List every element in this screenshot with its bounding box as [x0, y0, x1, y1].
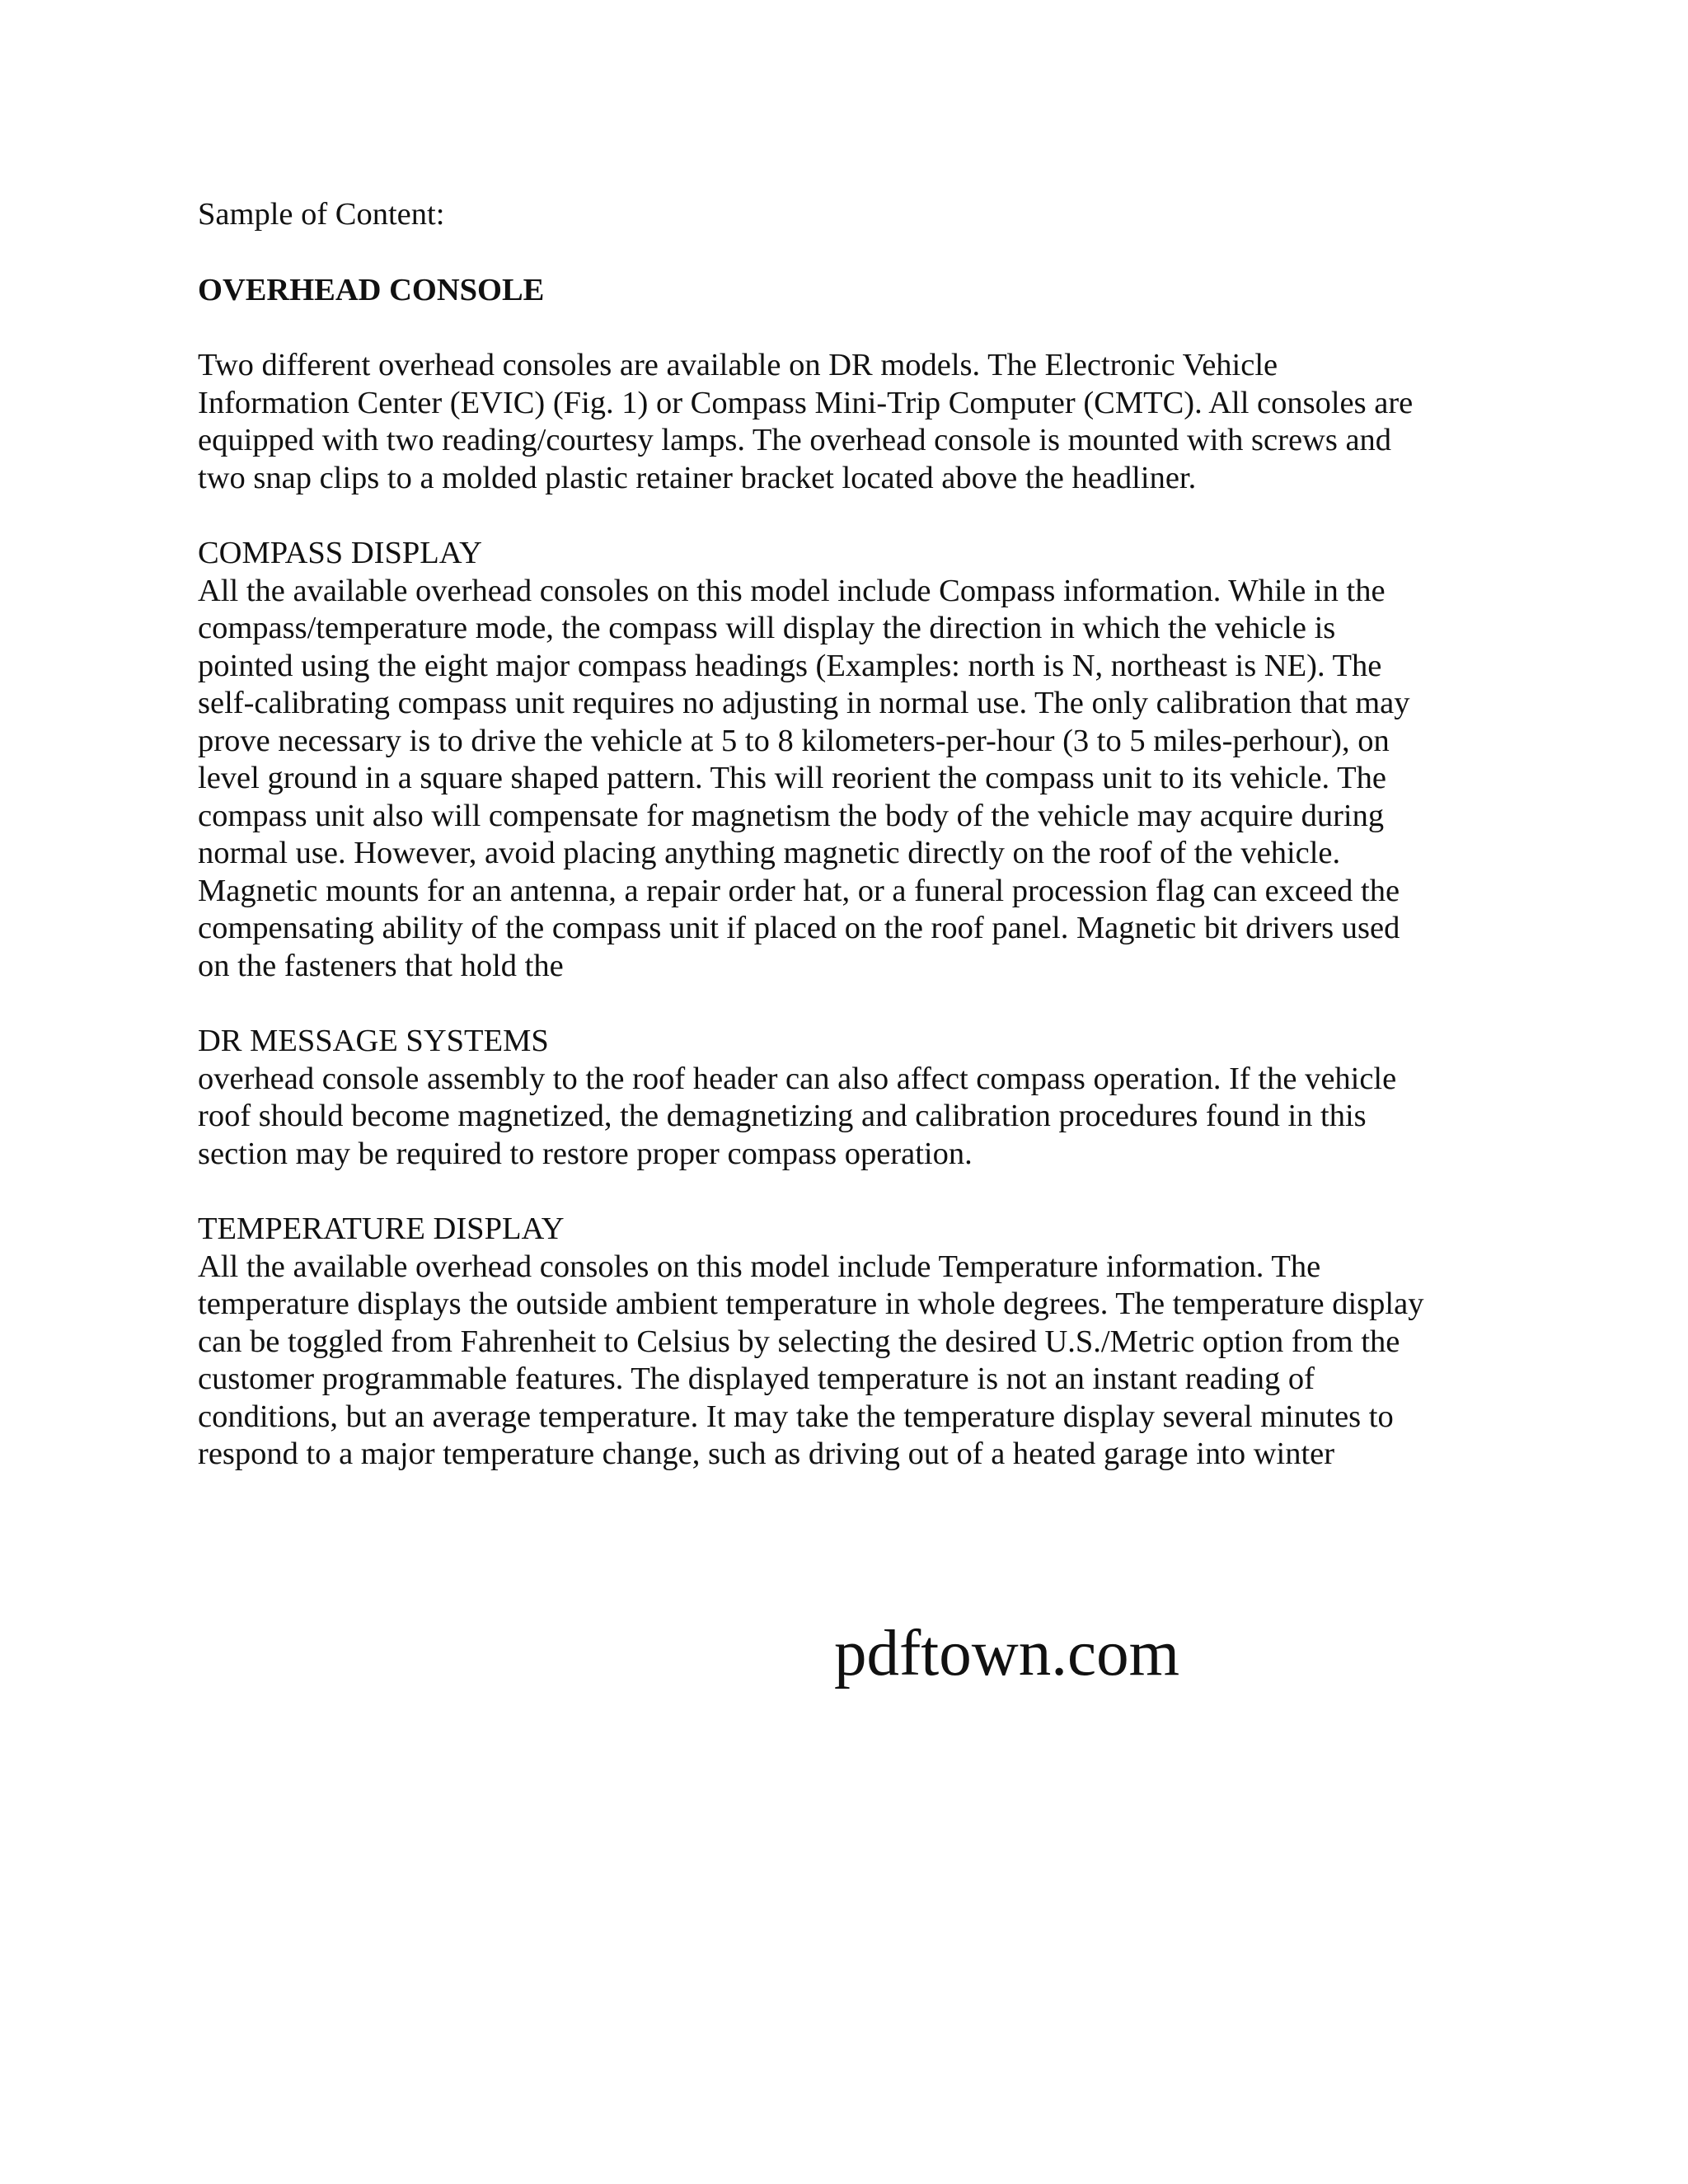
paragraph-line: can be toggled from Fahrenheit to Celsius by selecting the desired U.S./Metric option from the — [198, 1324, 1400, 1359]
paragraph-line: conditions, but an average temperature. It may take the temperature display several minutes to — [198, 1399, 1394, 1434]
paragraph-line: customer programmable features. The displayed temperature is not an instant reading of — [198, 1361, 1315, 1396]
section-heading: DR MESSAGE SYSTEMS — [198, 1024, 549, 1058]
paragraph-line: self-calibrating compass unit requires no adjusting in normal use. The only calibration that may — [198, 686, 1410, 720]
paragraph-line: normal use. However, avoid placing anything magnetic directly on the roof of the vehicle. — [198, 836, 1341, 870]
watermark-text: pdftown.com — [834, 1618, 1180, 1690]
dr-message-systems-section — [198, 1023, 1517, 1173]
paragraph-line: overhead console assembly to the roof header can also affect compass operation. If the vehicle — [198, 1061, 1397, 1096]
paragraph-line: respond to a major temperature change, such as driving out of a heated garage into winter — [198, 1436, 1335, 1471]
intro-label: Sample of Content: — [198, 197, 445, 232]
compass-display-section — [198, 535, 1517, 985]
paragraph-line: Magnetic mounts for an antenna, a repair order hat, or a funeral procession flag can exceed the — [198, 873, 1400, 908]
paragraph-line: All the available overhead consoles on this model include Compass information. While in the — [198, 573, 1386, 608]
paragraph-line: on the fasteners that hold the — [198, 948, 564, 983]
paragraph-line: two snap clips to a molded plastic retainer bracket located above the headliner. — [198, 460, 1197, 495]
temperature-display-section — [198, 1211, 1517, 1474]
overview-paragraph — [198, 347, 1517, 497]
paragraph-line: level ground in a square shaped pattern. This will reorient the compass unit to its vehicle. The — [198, 761, 1386, 795]
paragraph-line: Information Center (EVIC) (Fig. 1) or Compass Mini-Trip Computer (CMTC). All consoles are — [198, 385, 1414, 420]
document-body — [198, 196, 1517, 1511]
paragraph-line: temperature displays the outside ambient temperature in whole degrees. The temperature display — [198, 1286, 1424, 1321]
paragraph-line: All the available overhead consoles on this model include Temperature information. The — [198, 1249, 1321, 1284]
paragraph-line: section may be required to restore proper compass operation. — [198, 1136, 973, 1171]
paragraph-line: equipped with two reading/courtesy lamps. The overhead console is mounted with screws and — [198, 423, 1392, 457]
paragraph-line: compass/temperature mode, the compass will display the direction in which the vehicle is — [198, 611, 1336, 645]
paragraph-line: prove necessary is to drive the vehicle at 5 to 8 kilometers-per-hour (3 to 5 miles-perhour), on — [198, 723, 1390, 758]
section-heading: TEMPERATURE DISPLAY — [198, 1212, 565, 1246]
paragraph-line: Two different overhead consoles are available on DR models. The Electronic Vehicle — [198, 348, 1278, 382]
paragraph-line: pointed using the eight major compass headings (Examples: north is N, northeast is NE). The — [198, 648, 1382, 683]
paragraph-line: compass unit also will compensate for magnetism the body of the vehicle may acquire during — [198, 798, 1385, 833]
paragraph-line: compensating ability of the compass unit if placed on the roof panel. Magnetic bit drivers used — [198, 911, 1400, 945]
page-title: OVERHEAD CONSOLE — [198, 272, 545, 307]
section-heading: COMPASS DISPLAY — [198, 536, 482, 570]
paragraph-line: roof should become magnetized, the demagnetizing and calibration procedures found in this — [198, 1099, 1367, 1133]
